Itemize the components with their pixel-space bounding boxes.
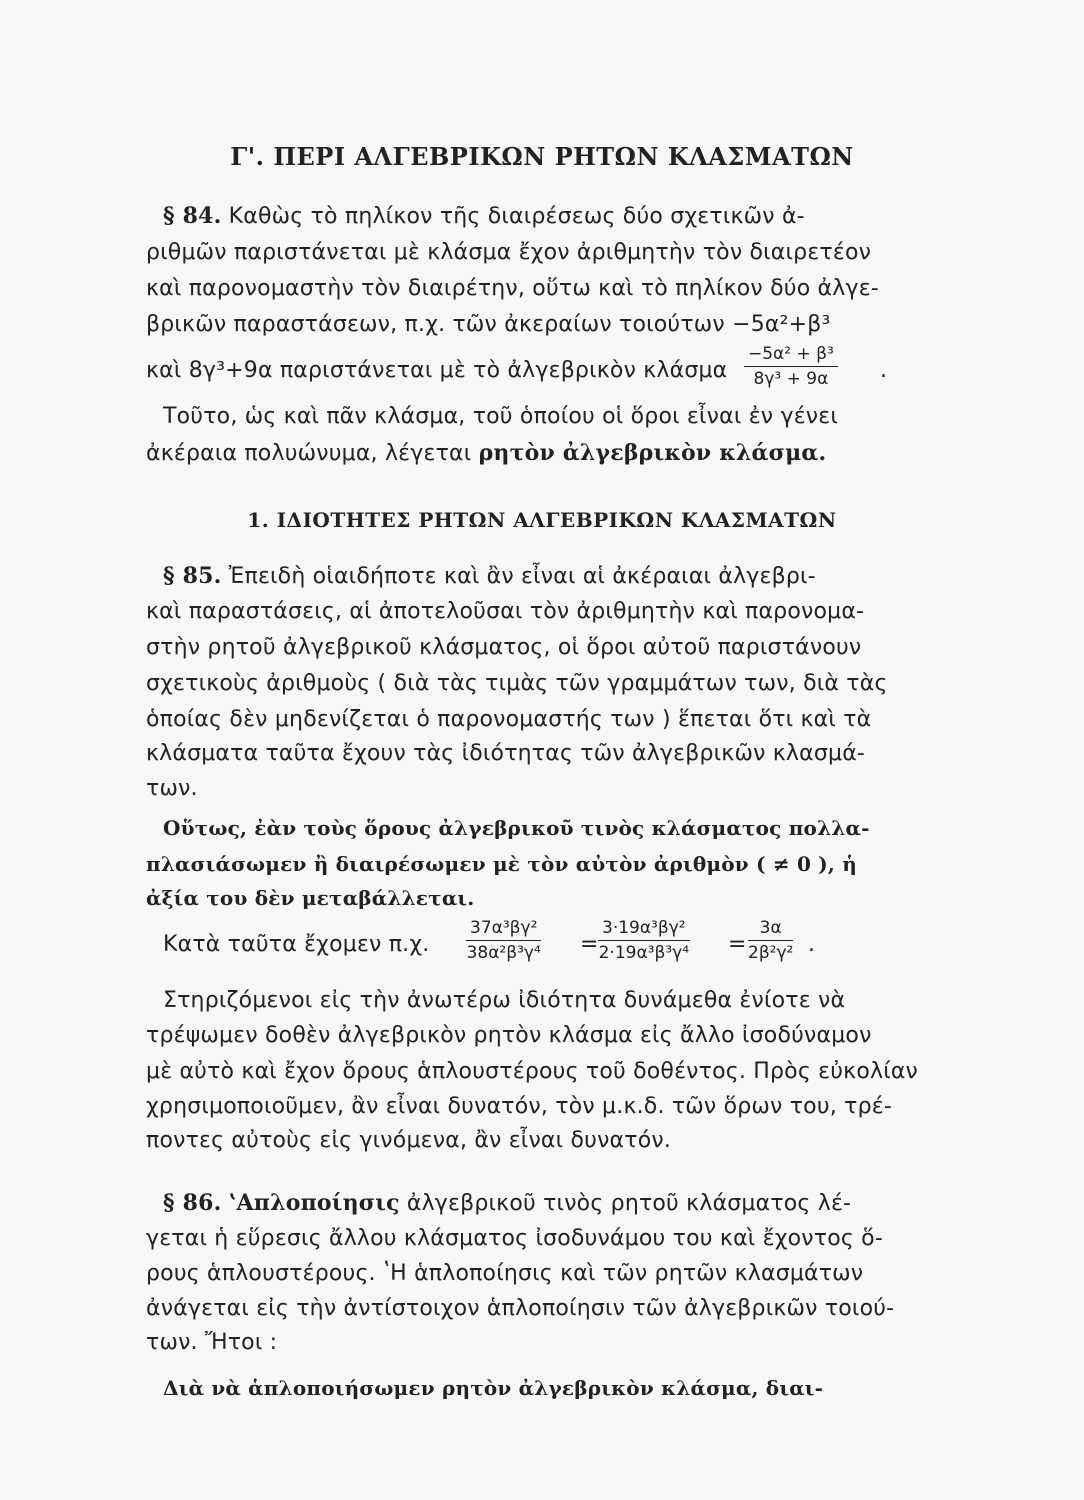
p85-para2-line-2: τρέψωμεν δοθὲν ἀλγεβρικὸν ρητὸν κλάσμα εἰς ἄλλο ἰσοδύναμον (146, 1023, 872, 1048)
equals-sign-1: = (580, 932, 599, 957)
p84-line-1: § 84. Καθὼς τὸ πηλίκον τῆς διαιρέσεως δύο σχετικῶν ἀ- (163, 203, 805, 229)
p85-line-1: § 85. Ἐπειδὴ οἱαιδήποτε καὶ ἂν εἶναι αἱ ἀκέραιαι ἀλγεβρι- (163, 563, 816, 589)
p86-line-3: ρους ἁπλουστέρους. ʽΗ ἁπλοποίησις καὶ τῶν ρητῶν κλασμάτων (146, 1261, 864, 1286)
p85-para2-line-4: χρησιμοποιοῦμεν, ἂν εἶναι δυνατόν, τὸν μ.κ.δ. τῶν ὅρων του, τρέ- (146, 1094, 892, 1119)
p85-para2-line-1: Στηριζόμενοι εἰς τὴν ἀνωτέρω ἰδιότητα δυνάμεθα ἐνίοτε νὰ (163, 988, 846, 1013)
section-heading: 1. ΙΔΙΟΤΗΤΕΣ ΡΗΤΩΝ ΑΛΓΕΒΡΙΚΩΝ ΚΛΑΣΜΑΤΩΝ (247, 508, 837, 532)
p84-line-2: ριθμῶν παριστάνεται μὲ κλάσμα ἔχον ἀριθμητὴν τὸν διαιρετέον (146, 240, 872, 265)
section-85-label: § 85. (163, 563, 222, 589)
p85-para2-line-5: ποντες αὐτοὺς εἰς γινόμενα, ἂν εἶναι δυνατόν. (146, 1128, 672, 1153)
rule-line-2: πλασιάσωμεν ἢ διαιρέσωμεν μὲ τὸν αὐτὸν ἀριθμὸν ( ≠ 0 ), ἡ (146, 852, 857, 876)
p85-line-7: των. (146, 776, 198, 801)
p85-line-4: σχετικοὺς ἀριθμοὺς ( διὰ τὰς τιμὰς τῶν γραμμάτων των, διὰ τὰς (146, 671, 888, 696)
fraction-84 (744, 344, 838, 389)
fraction-84-numerator: −5α² + β³ (744, 344, 838, 367)
example-period: . (808, 932, 815, 957)
p84-line-3: καὶ παρονομαστὴν τὸν διαιρέτην, οὕτω καὶ τὸ πηλίκον δύο ἀλγε- (146, 276, 879, 301)
rule-line-3: ἀξία του δὲν μεταβάλλεται. (146, 886, 475, 910)
p84-line-5: καὶ 8γ³+9α παριστάνεται μὲ τὸ ἀλγεβρικὸν κλάσμα (146, 358, 728, 383)
fraction-84-period: . (880, 358, 887, 383)
p86-line-4: ἀνάγεται εἰς τὴν ἀντίστοιχον ἁπλοποίησιν τῶν ἀλγεβρικῶν τοιού- (146, 1296, 895, 1321)
p85-line-6: κλάσματα ταῦτα ἔχουν τὰς ἰδιότητας τῶν ἀλγεβρικῶν κλασμά- (146, 741, 866, 766)
fraction-84-denominator: 8γ³ + 9α (753, 369, 829, 389)
section-86-label: § 86. (163, 1190, 222, 1216)
example-fraction-3: $\frac{3\alpha}{\text{2β²γ²}}$ (748, 918, 794, 963)
p86-line-2: γεται ἡ εὕρεσις ἄλλου κλάσματος ἰσοδυνάμου του καὶ ἔχοντος ὅ- (146, 1226, 883, 1251)
p86-rule-line: Διὰ νὰ ἁπλοποιήσωμεν ρητὸν ἀλγεβρικὸν κλάσμα, διαι- (163, 1376, 824, 1400)
simplification-term: ʽΑπλοποίησις (228, 1190, 400, 1216)
p84-line-6: Τοῦτο, ὡς καὶ πᾶν κλάσμα, τοῦ ὁποίου οἱ ὅροι εἶναι ἐν γένει (163, 404, 839, 429)
p85-line-2: καὶ παραστάσεις, αἱ ἀποτελοῦσαι τὸν ἀριθμητὴν καὶ παρονομα- (146, 599, 865, 624)
p84-line-4: βρικῶν παραστάσεων, π.χ. τῶν ἀκεραίων τοιούτων −5α²+β³ (146, 312, 831, 337)
example-fraction-1: $\frac{\text{37α³βγ²}}{\text{38α²β³γ⁴}}$ (466, 918, 541, 963)
example-label: Κατὰ ταῦτα ἔχομεν π.χ. (163, 932, 430, 957)
chapter-heading: Γ'. ΠΕΡΙ ΑΛΓΕΒΡΙΚΩΝ ΡΗΤΩΝ ΚΛΑΣΜΑΤΩΝ (230, 142, 854, 171)
p85-line-3: στὴν ρητοῦ ἀλγεβρικοῦ κλάσματος, οἱ ὅροι αὐτοῦ παριστάνουν (146, 635, 862, 660)
example-fraction-2: $\frac{\text{3·19α³βγ²}}{\text{2·19α³β³γ⁴}}$ (598, 918, 690, 963)
p84-line-7: ἀκέραια πολυώνυμα, λέγεται ρητὸν ἀλγεβρικὸν κλάσμα. (146, 440, 827, 466)
equals-sign-2: = (728, 932, 747, 957)
p86-line-1: § 86. ʽΑπλοποίησις ἀλγεβρικοῦ τινὸς ρητοῦ κλάσματος λέ- (163, 1190, 852, 1216)
p85-line-5: ὁποίας δὲν μηδενίζεται ὁ παρονομαστής των ) ἕπεται ὅτι καὶ τὰ (146, 707, 872, 732)
p85-para2-line-3: μὲ αὐτὸ καὶ ἔχον ὅρους ἁπλουστέρους τοῦ δοθέντος. Πρὸς εὐκολίαν (146, 1059, 919, 1084)
section-84-label: § 84. (163, 203, 222, 229)
p86-line-5: των. Ἤτοι : (146, 1330, 278, 1355)
definition-term: ρητὸν ἀλγεβρικὸν κλάσμα. (478, 440, 827, 466)
rule-line-1: Οὕτως, ἐὰν τοὺς ὅρους ἀλγεβρικοῦ τινὸς κλάσματος πολλα- (163, 816, 870, 840)
